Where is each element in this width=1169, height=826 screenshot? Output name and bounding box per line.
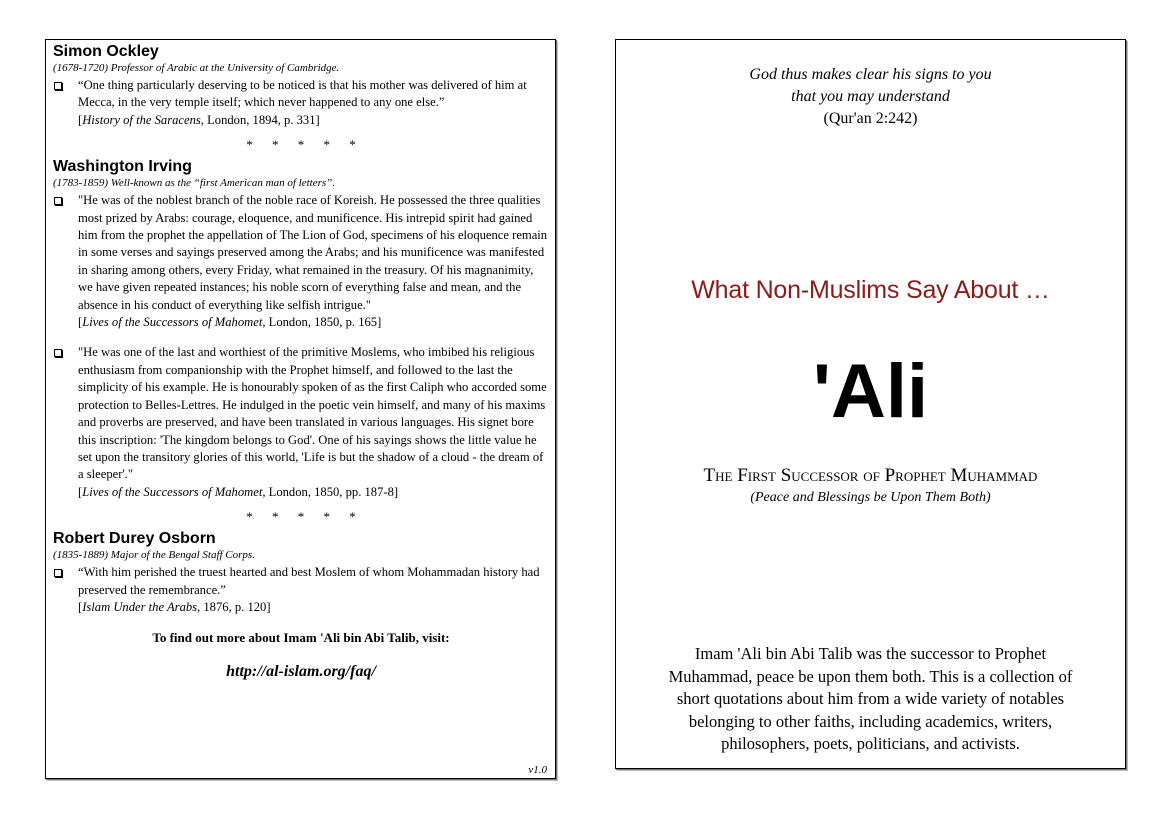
visit-url-link[interactable]: http://al-islam.org/faq/: [226, 663, 376, 681]
verse-line: God thus makes clear his signs to you: [749, 66, 992, 83]
blessing-note: (Peace and Blessings be Upon Them Both): [750, 490, 991, 505]
person-meta: (1783-1859) Well-known as the “first American man of letters”.: [53, 177, 336, 190]
quote-citation: [Lives of the Successors of Mahomet, London, 1850, p. 165]: [78, 315, 382, 330]
left-panel: [45, 39, 556, 779]
description-line: Imam 'Ali bin Abi Talib was the successor to Prophet: [694, 644, 1047, 663]
description-line: short quotations about him from a wide variety of notables: [676, 689, 1065, 708]
person-name: Washington Irving: [53, 158, 192, 176]
description-line: Muhammad, peace be upon them both. This is a collection of: [668, 666, 1073, 686]
person-meta: (1835-1889) Major of the Bengal Staff Corps.: [53, 549, 255, 562]
quote-text: "He was of the noblest branch of the noble race of Koreish. He possessed the three qualities most prized by Arabs: courage, eloquence, and munificence. His intrepid spirit had gained him from the prophet the appellation of The Lion of God, specimens of his eloquence remain in some verses and sayings preserved among the Arabs; and his munificence was manifested in sharing among others, every Friday, what remained in the treasury. Of his magnanimity, we have given repeated instances; his noble scorn of everything false and mean, and the absence in his conduct of everything like selfish intrigue.": [78, 193, 548, 312]
person-meta: (1678-1720) Professor of Arabic at the University of Cambridge.: [53, 62, 340, 74]
successor-heading: The First Successor of Prophet Muhammad: [703, 465, 1038, 486]
page-title: 'Ali: [812, 349, 929, 434]
subtitle: What Non-Muslims Say About …: [691, 276, 1050, 304]
checkbox-bullet-icon: [54, 569, 62, 577]
quote-citation: [Islam Under the Arabs, 1876, p. 120]: [78, 599, 271, 614]
quote-citation: [Lives of the Successors of Mahomet, London, 1850, pp. 187-8]: [78, 484, 399, 499]
verse-line: that you may understand: [791, 88, 950, 105]
section-separator: * * * * *: [246, 137, 364, 153]
checkbox-bullet-icon: [54, 197, 62, 205]
checkbox-bullet-icon: [54, 82, 62, 90]
verse-reference: (Qur'an 2:242): [823, 110, 918, 127]
quote-text: “With him perished the truest hearted and best Moslem of whom Mohammadan history had preserved the remembrance.”: [78, 565, 540, 597]
quote-item: [53, 192, 549, 331]
description-line: belonging to other faiths, including academics, writers,: [688, 711, 1053, 731]
description: [616, 643, 1125, 756]
person-section: [53, 42, 549, 129]
quote-citation: [History of the Saracens, London, 1894, p. 331]: [78, 112, 320, 127]
quran-verse: [616, 64, 1125, 130]
quote-item: [53, 77, 549, 129]
quote-text: "He was one of the last and worthiest of the primitive Moslems, who imbibed his religious enthusiasm from companionship with the Prophet himself, and followed to the last the simplicity of his example. He is honourably spoken of as the first Caliph who accorded some protection to Belles-Lettres. He indulged in the poetic vein himself, and many of his maxims and proverbs are preserved, and have been translated in various languages. His signet bore this inscription: 'The kingdom belongs to God'. One of his sayings shows the little value he set upon the transitory glories of this world, 'Life is but the shadow of a cloud - the dream of a sleeper'.": [78, 345, 547, 482]
quote-item: [53, 344, 549, 501]
person-section: [53, 529, 549, 616]
visit-text: To find out more about Imam 'Ali bin Abi Talib, visit:: [152, 630, 450, 646]
person-name: Robert Durey Osborn: [53, 530, 216, 548]
quote-text: “One thing particularly deserving to be noticed is that his mother was delivered of him at Mecca, in the very temple itself; which never happened to any one else.”: [78, 78, 527, 110]
description-line: philosophers, poets, politicians, and activists.: [721, 734, 1020, 753]
quote-item: [53, 564, 549, 616]
checkbox-bullet-icon: [54, 349, 62, 357]
version-label: v1.0: [528, 764, 547, 776]
section-separator: * * * * *: [246, 509, 364, 525]
person-name: Simon Ockley: [53, 43, 159, 60]
right-panel: [615, 39, 1126, 769]
person-section: [53, 157, 549, 501]
